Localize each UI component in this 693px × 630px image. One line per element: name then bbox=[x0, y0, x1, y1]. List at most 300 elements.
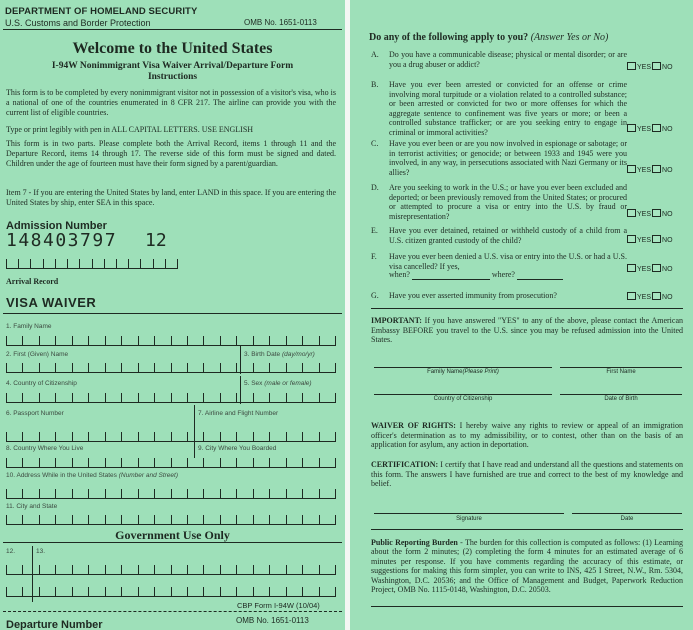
comb-tick bbox=[236, 336, 237, 345]
comb-tick bbox=[236, 432, 237, 441]
city-state-input[interactable] bbox=[6, 513, 336, 525]
comb-tick bbox=[72, 363, 73, 372]
sex-label-text: 5. Sex bbox=[244, 380, 263, 387]
dob-line[interactable] bbox=[560, 394, 682, 395]
instructions-heading: Instructions bbox=[147, 72, 198, 82]
comb-tick bbox=[302, 587, 303, 596]
comb-tick bbox=[22, 515, 23, 524]
comb-tick bbox=[220, 565, 221, 574]
yes-label: YES bbox=[637, 64, 652, 71]
comb-tick bbox=[105, 432, 106, 441]
question-text: Have you ever been arrested or convicted for an offense or crime involving moral turpitude or a violation related to a controlled substance; or been arrested or convicted for two or more offenses for which the aggregate sentence to confinement was five years or more; or been a controlled substance trafficker; or are you seeking entry to engage in criminal or immoral activities? bbox=[389, 80, 627, 137]
country-of-citizenship-label: 4. Country of Citizenship bbox=[6, 380, 77, 387]
question-g bbox=[371, 291, 683, 305]
question-text: Are you seeking to work in the U.S.; or have you ever been excluded and deported; or been previously removed from the United States; or procured or attempted to procure a visa or entry into the U.S. by fraud or misrepresentation? bbox=[389, 183, 627, 221]
when-label: when? bbox=[389, 270, 410, 279]
comb-tick bbox=[302, 458, 303, 467]
certification-text: I certify that I have read and understand all the questions and statements on this form. The answers I have furnished are true and correct to the best of my knowledge and belief. bbox=[371, 460, 684, 489]
comb-tick bbox=[55, 336, 56, 345]
comb-tick bbox=[116, 259, 117, 268]
date-caption: Date bbox=[620, 516, 634, 522]
instructions-paragraph-3: This form is in two parts. Please complete both the Arrival Record, items 1 through 11 and the Departure Record, items 14 through 17. The reverse side of this form must be signed and dated. Children under the age of fourteen must have their form signed by a parent/guardian. bbox=[6, 139, 336, 169]
field-divider bbox=[194, 405, 195, 458]
waiver-label: WAIVER OF RIGHTS: bbox=[371, 421, 456, 430]
comb-tick bbox=[319, 432, 320, 441]
comb-tick bbox=[105, 393, 106, 402]
comb-tick bbox=[203, 363, 204, 372]
comb-tick bbox=[335, 432, 336, 441]
family-name-label: 1. Family Name bbox=[6, 323, 52, 330]
admission-number: 148403797 bbox=[6, 230, 118, 251]
comb-tick bbox=[39, 515, 40, 524]
signature-line[interactable] bbox=[374, 513, 564, 514]
comb-tick bbox=[302, 393, 303, 402]
comb-tick bbox=[55, 432, 56, 441]
comb-tick bbox=[138, 587, 139, 596]
instructions-paragraph-2: Type or print legibly with pen in ALL CAPITAL LETTERS. USE ENGLISH bbox=[6, 125, 254, 134]
where-input[interactable] bbox=[517, 279, 563, 280]
comb-tick bbox=[39, 565, 40, 574]
question-c bbox=[371, 139, 683, 179]
comb-tick bbox=[165, 259, 166, 268]
comb-tick bbox=[154, 515, 155, 524]
question-a bbox=[371, 50, 683, 80]
no-label: NO bbox=[662, 64, 673, 71]
comb-tick bbox=[39, 587, 40, 596]
question-letter: E. bbox=[371, 226, 378, 235]
comb-tick bbox=[104, 259, 105, 268]
comb-tick bbox=[302, 432, 303, 441]
comb-tick bbox=[22, 565, 23, 574]
comb-tick bbox=[121, 489, 122, 498]
comb-tick bbox=[55, 587, 56, 596]
birth-date-hint: (day/mo/yr) bbox=[281, 351, 315, 358]
question-d bbox=[371, 183, 683, 223]
department-name: DEPARTMENT OF HOMELAND SECURITY bbox=[5, 6, 198, 17]
comb-tick bbox=[154, 432, 155, 441]
comb-tick bbox=[335, 363, 336, 372]
yes-checkbox[interactable] bbox=[627, 124, 636, 132]
comb-tick bbox=[6, 458, 7, 467]
question-letter: A. bbox=[371, 50, 379, 59]
comb-tick bbox=[39, 432, 40, 441]
comb-tick bbox=[154, 336, 155, 345]
no-checkbox[interactable] bbox=[652, 165, 661, 173]
comb-tick bbox=[6, 363, 7, 372]
comb-tick bbox=[253, 458, 254, 467]
instructions-paragraph-4: Item 7 - If you are entering the United States by land, enter LAND in this space. If you are entering the United States by ship, enter SEA in this space. bbox=[6, 188, 336, 208]
comb-tick bbox=[171, 393, 172, 402]
comb-tick bbox=[220, 515, 221, 524]
answer-boxes bbox=[627, 264, 673, 275]
airline-flight-label: 7. Airline and Flight Number bbox=[198, 410, 279, 417]
comb-tick bbox=[236, 587, 237, 596]
departure-number-label: Departure Number bbox=[6, 619, 103, 630]
comb-tick bbox=[236, 363, 237, 372]
yes-label: YES bbox=[637, 237, 652, 244]
government-use-divider bbox=[3, 542, 342, 543]
comb-tick bbox=[171, 336, 172, 345]
comb-tick bbox=[72, 565, 73, 574]
comb-tick bbox=[154, 565, 155, 574]
question-e bbox=[371, 226, 683, 248]
comb-tick bbox=[88, 587, 89, 596]
comb-tick bbox=[335, 458, 336, 467]
yes-checkbox[interactable] bbox=[627, 209, 636, 217]
comb-tick bbox=[39, 458, 40, 467]
no-checkbox[interactable] bbox=[652, 264, 661, 272]
date-line[interactable] bbox=[572, 513, 682, 514]
comb-tick bbox=[92, 259, 93, 268]
comb-tick bbox=[286, 587, 287, 596]
country-line[interactable] bbox=[374, 394, 552, 395]
comb-tick bbox=[55, 565, 56, 574]
comb-tick bbox=[22, 432, 23, 441]
comb-tick bbox=[22, 393, 23, 402]
comb-tick bbox=[138, 489, 139, 498]
comb-tick bbox=[220, 458, 221, 467]
comb-tick bbox=[187, 515, 188, 524]
comb-tick bbox=[236, 515, 237, 524]
city-state-label: 11. City and State bbox=[6, 503, 58, 510]
agency-name: U.S. Customs and Border Protection bbox=[5, 18, 151, 28]
comb-tick bbox=[88, 336, 89, 345]
us-address-label-text: 10. Address While in the United States bbox=[6, 472, 117, 479]
answer-boxes bbox=[627, 165, 673, 176]
comb-tick bbox=[128, 259, 129, 268]
comb-tick bbox=[55, 363, 56, 372]
comb-tick bbox=[203, 489, 204, 498]
comb-tick bbox=[286, 393, 287, 402]
country-where-you-live-input[interactable] bbox=[6, 456, 336, 468]
comb-tick bbox=[253, 515, 254, 524]
comb-tick bbox=[302, 489, 303, 498]
comb-tick bbox=[187, 432, 188, 441]
comb-tick bbox=[105, 458, 106, 467]
signature-caption: Signature bbox=[456, 516, 482, 522]
important-divider bbox=[371, 308, 683, 309]
comb-tick bbox=[335, 336, 336, 345]
comb-tick bbox=[22, 336, 23, 345]
comb-tick bbox=[269, 489, 270, 498]
comb-tick bbox=[39, 489, 40, 498]
question-text: Have you ever been denied a U.S. visa or entry into the U.S. or had a U.S. visa cancelled? If yes, bbox=[389, 252, 627, 271]
comb-tick bbox=[187, 587, 188, 596]
comb-tick bbox=[203, 393, 204, 402]
no-checkbox[interactable] bbox=[652, 62, 661, 70]
comb-tick bbox=[187, 363, 188, 372]
answer-boxes bbox=[627, 292, 673, 303]
comb-tick bbox=[121, 336, 122, 345]
question-text: Have you ever asserted immunity from prosecution? bbox=[389, 291, 557, 300]
burden-divider bbox=[371, 529, 683, 530]
visa-waiver-divider bbox=[3, 313, 342, 314]
passport-number-input[interactable] bbox=[6, 430, 336, 442]
comb-tick bbox=[203, 458, 204, 467]
comb-tick bbox=[55, 259, 56, 268]
first-name-line[interactable] bbox=[560, 367, 682, 368]
comb-tick bbox=[55, 489, 56, 498]
comb-tick bbox=[171, 489, 172, 498]
comb-tick bbox=[39, 393, 40, 402]
comb-tick bbox=[138, 363, 139, 372]
sex-hint: (male or female) bbox=[264, 380, 312, 387]
comb-tick bbox=[253, 489, 254, 498]
comb-tick bbox=[286, 489, 287, 498]
comb-tick bbox=[154, 363, 155, 372]
form-title-line: I-94W Nonimmigrant Visa Waiver Arrival/Departure Form bbox=[51, 61, 294, 71]
field-13-label: 13. bbox=[36, 548, 46, 555]
comb-tick bbox=[6, 432, 7, 441]
comb-tick bbox=[22, 458, 23, 467]
comb-tick bbox=[79, 259, 80, 268]
us-address-hint: (Number and Street) bbox=[118, 472, 178, 479]
yes-label: YES bbox=[637, 294, 652, 301]
no-checkbox[interactable] bbox=[652, 292, 661, 300]
comb-tick bbox=[121, 515, 122, 524]
comb-tick bbox=[171, 458, 172, 467]
visa-waiver-heading: VISA WAIVER bbox=[6, 295, 97, 310]
comb-tick bbox=[105, 363, 106, 372]
certification bbox=[371, 460, 683, 489]
question-text: Do you have a communicable disease; physical or mental disorder; or are you a drug abuser or addict? bbox=[389, 50, 627, 69]
comb-tick bbox=[203, 336, 204, 345]
comb-tick bbox=[302, 515, 303, 524]
yes-checkbox[interactable] bbox=[627, 235, 636, 243]
comb-tick bbox=[39, 336, 40, 345]
family-name-input[interactable] bbox=[6, 334, 336, 346]
comb-tick bbox=[286, 363, 287, 372]
comb-tick bbox=[39, 363, 40, 372]
government-use-row-2[interactable] bbox=[6, 585, 336, 597]
comb-tick bbox=[121, 587, 122, 596]
sex-label bbox=[244, 380, 312, 387]
question-b bbox=[371, 80, 683, 136]
comb-tick bbox=[319, 393, 320, 402]
no-label: NO bbox=[662, 211, 673, 218]
comb-tick bbox=[319, 515, 320, 524]
comb-tick bbox=[236, 393, 237, 402]
no-label: NO bbox=[662, 294, 673, 301]
answer-boxes bbox=[627, 235, 673, 246]
comb-tick bbox=[88, 515, 89, 524]
comb-tick bbox=[6, 489, 7, 498]
yes-label: YES bbox=[637, 266, 652, 273]
comb-tick bbox=[236, 458, 237, 467]
comb-tick bbox=[121, 363, 122, 372]
no-label: NO bbox=[662, 237, 673, 244]
admission-number-boxes[interactable] bbox=[6, 257, 178, 269]
comb-tick bbox=[154, 393, 155, 402]
question-letter: G. bbox=[371, 291, 379, 300]
when-where-row bbox=[389, 270, 563, 280]
comb-tick bbox=[335, 587, 336, 596]
no-label: NO bbox=[662, 167, 673, 174]
comb-tick bbox=[105, 587, 106, 596]
comb-tick bbox=[220, 489, 221, 498]
government-use-row-1[interactable] bbox=[6, 563, 336, 575]
family-name-caption-hint: (Please Print) bbox=[462, 369, 499, 375]
passport-number-label: 6. Passport Number bbox=[6, 410, 64, 417]
yes-label: YES bbox=[637, 126, 652, 133]
comb-tick bbox=[171, 587, 172, 596]
comb-tick bbox=[286, 432, 287, 441]
comb-tick bbox=[220, 587, 221, 596]
us-address-label bbox=[6, 472, 178, 479]
no-checkbox[interactable] bbox=[652, 235, 661, 243]
waiver-text: I hereby waive any rights to review or appeal of an immigration officer's determination as to my admissibility, or to contest, other than on the basis of an application for asylum, any action in deportation. bbox=[371, 421, 683, 450]
government-use-heading: Government Use Only bbox=[115, 528, 230, 542]
when-input[interactable] bbox=[412, 279, 490, 280]
yes-checkbox[interactable] bbox=[627, 264, 636, 272]
yes-checkbox[interactable] bbox=[627, 62, 636, 70]
comb-tick bbox=[154, 587, 155, 596]
answer-boxes bbox=[627, 124, 673, 135]
no-checkbox[interactable] bbox=[652, 124, 661, 132]
comb-tick bbox=[203, 515, 204, 524]
family-name-line[interactable] bbox=[374, 367, 552, 368]
comb-tick bbox=[203, 432, 204, 441]
no-checkbox[interactable] bbox=[652, 209, 661, 217]
comb-tick bbox=[319, 336, 320, 345]
city-boarded-label: 9. City Where You Boarded bbox=[198, 445, 277, 452]
yes-label: YES bbox=[637, 167, 652, 174]
comb-tick bbox=[269, 393, 270, 402]
comb-tick bbox=[177, 259, 178, 268]
comb-tick bbox=[286, 515, 287, 524]
comb-tick bbox=[187, 565, 188, 574]
comb-tick bbox=[269, 336, 270, 345]
header-divider bbox=[3, 29, 342, 30]
comb-tick bbox=[269, 363, 270, 372]
comb-tick bbox=[88, 489, 89, 498]
comb-tick bbox=[138, 432, 139, 441]
comb-tick bbox=[72, 515, 73, 524]
comb-tick bbox=[105, 565, 106, 574]
first-name-label: 2. First (Given) Name bbox=[6, 351, 69, 358]
comb-tick bbox=[171, 363, 172, 372]
comb-tick bbox=[319, 565, 320, 574]
comb-tick bbox=[138, 336, 139, 345]
comb-tick bbox=[18, 259, 19, 268]
question-text: Have you ever detained, retained or withheld custody of a child from a U.S. citizen granted custody of the child? bbox=[389, 226, 627, 245]
comb-tick bbox=[6, 259, 7, 268]
yes-checkbox[interactable] bbox=[627, 292, 636, 300]
comb-tick bbox=[236, 565, 237, 574]
comb-tick bbox=[105, 489, 106, 498]
yes-checkbox[interactable] bbox=[627, 165, 636, 173]
comb-tick bbox=[335, 565, 336, 574]
bottom-divider bbox=[371, 606, 683, 607]
comb-tick bbox=[88, 565, 89, 574]
comb-tick bbox=[154, 489, 155, 498]
comb-tick bbox=[72, 489, 73, 498]
family-name-caption-text: Family Name bbox=[427, 369, 463, 375]
admission-number-suffix: 12 bbox=[145, 230, 167, 251]
comb-tick bbox=[171, 515, 172, 524]
comb-tick bbox=[121, 565, 122, 574]
tear-line bbox=[3, 611, 342, 612]
arrival-form-back bbox=[350, 0, 693, 630]
comb-tick bbox=[319, 363, 320, 372]
question-letter: C. bbox=[371, 139, 379, 148]
comb-tick bbox=[171, 432, 172, 441]
comb-tick bbox=[269, 515, 270, 524]
comb-tick bbox=[269, 565, 270, 574]
country-of-citizenship-input[interactable] bbox=[6, 391, 336, 403]
no-label: NO bbox=[662, 266, 673, 273]
comb-tick bbox=[88, 458, 89, 467]
comb-tick bbox=[30, 259, 31, 268]
comb-tick bbox=[319, 587, 320, 596]
comb-tick bbox=[236, 489, 237, 498]
first-name-input[interactable] bbox=[6, 361, 336, 373]
question-text: Have you ever been or are you now involved in espionage or sabotage; or in terrorist activities; or genocide; or between 1933 and 1945 were you involved, in any way, in persecutions associated with Nazi Germany or its allies? bbox=[389, 139, 627, 177]
comb-tick bbox=[253, 565, 254, 574]
comb-tick bbox=[88, 363, 89, 372]
public-reporting-burden bbox=[371, 538, 683, 594]
comb-tick bbox=[154, 458, 155, 467]
comb-tick bbox=[138, 515, 139, 524]
comb-tick bbox=[138, 458, 139, 467]
comb-tick bbox=[203, 587, 204, 596]
comb-tick bbox=[319, 458, 320, 467]
comb-tick bbox=[22, 587, 23, 596]
yes-label: YES bbox=[637, 211, 652, 218]
instructions-paragraph-1: This form is to be completed by every nonimmigrant visitor not in possession of a visitor's visa, who is a national of one of the countries enumerated in 8 CFR 217. The airline can provide you with the current list of eligible countries. bbox=[6, 88, 336, 118]
comb-tick bbox=[220, 363, 221, 372]
comb-tick bbox=[335, 515, 336, 524]
comb-tick bbox=[153, 259, 154, 268]
comb-tick bbox=[72, 432, 73, 441]
comb-tick bbox=[335, 489, 336, 498]
field-divider bbox=[240, 346, 241, 374]
questions-heading bbox=[369, 32, 608, 43]
comb-tick bbox=[22, 363, 23, 372]
questions-heading-text: Do any of the following apply to you? bbox=[369, 32, 529, 43]
omb-number-top: OMB No. 1651-0113 bbox=[244, 18, 317, 27]
us-address-input[interactable] bbox=[6, 487, 336, 499]
family-name-caption bbox=[374, 369, 552, 375]
question-f bbox=[371, 252, 683, 282]
comb-tick bbox=[269, 587, 270, 596]
field-12-label: 12. bbox=[6, 548, 16, 555]
welcome-title: Welcome to the United States bbox=[72, 40, 273, 57]
comb-tick bbox=[6, 393, 7, 402]
comb-tick bbox=[43, 259, 44, 268]
comb-tick bbox=[253, 363, 254, 372]
question-letter: F. bbox=[371, 252, 377, 261]
admission-number-label: Admission Number bbox=[6, 220, 107, 232]
answer-boxes bbox=[627, 209, 673, 220]
comb-tick bbox=[171, 565, 172, 574]
comb-tick bbox=[55, 393, 56, 402]
no-label: NO bbox=[662, 126, 673, 133]
dob-caption: Date of Birth bbox=[604, 396, 638, 402]
comb-tick bbox=[105, 515, 106, 524]
birth-date-label bbox=[244, 351, 315, 358]
comb-tick bbox=[138, 393, 139, 402]
comb-tick bbox=[319, 489, 320, 498]
important-text: If you have answered "YES" to any of the above, please contact the American Embassy BEFORE you travel to the U.S. since you may be refused admission into the United States. bbox=[371, 316, 684, 345]
birth-date-label-text: 3. Birth Date bbox=[244, 351, 281, 358]
form-title bbox=[0, 61, 345, 83]
field-divider bbox=[240, 376, 241, 404]
comb-tick bbox=[302, 336, 303, 345]
waiver-of-rights bbox=[371, 421, 683, 450]
comb-tick bbox=[220, 336, 221, 345]
comb-tick bbox=[6, 587, 7, 596]
